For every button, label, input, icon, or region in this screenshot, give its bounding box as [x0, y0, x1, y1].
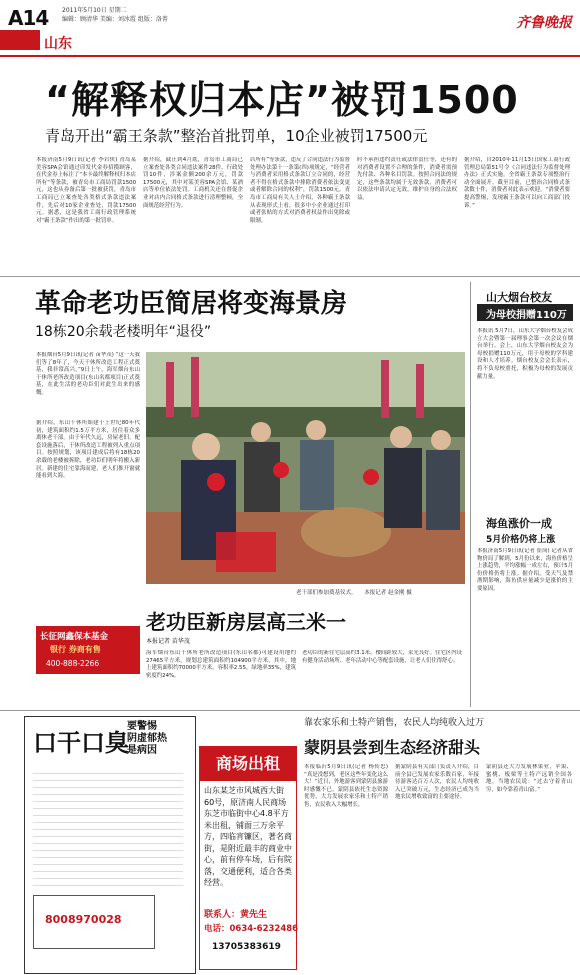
- divider-bottom: [0, 710, 580, 711]
- story3-headline: 老功臣新房层高三米一: [146, 610, 346, 634]
- story4-col3: 蒙阴县还大力发展林果业，苹果、蜜桃、板栗等土特产远销全国各地。当地农民说：“过去守着青山穷，如今靠着青山富。”: [486, 764, 572, 793]
- photo-credit: 本报记者 赵金刚 摄: [364, 590, 412, 596]
- store-ad-phone2: 13705383619: [212, 942, 281, 952]
- store-ad-text: 山东某芝市风城西大街60号，原济南人民商场东芝市临街中心4.8平方米出租，铺面三万余平方，四临宵镰区，著名商街，是附近最丰的商业中心，前有停车场，后有院落，交通便利，适合各类经营。: [204, 786, 292, 887]
- sidebar-headline3: 海鱼涨价一成: [486, 517, 552, 530]
- divider: [0, 276, 580, 277]
- groundbreaking-photo: [146, 352, 465, 584]
- story4-col1: 本报临沂5月9日讯(记者 杨传忠) “真是没想到，老区这些年变化这么大！”近日，外地游客到蒙阴县旅游时感慨不已。蒙阴县依托生态资源优势，大力发展农家乐和土特产销售，农民收入大幅增长。: [304, 764, 388, 808]
- page-number: A14: [8, 6, 49, 30]
- date-line: 2011年5月10日 星期二: [62, 7, 127, 14]
- story1-col1: 本报济南5月9日讯(记者 李岩侠) 青岛某美容SPA会馆通过印发代金券招揽顾客，在代金券上标注了“本卡最终解释权归本店所有”等条款，被青岛市工商局罚款1500元，这也从券备后第一批被获罚，青岛市工商局已立案查处各类格式条款违法案件，先后对10家企业查处，罚款17500元。据悉，这是我省工商行政管理系统对“霸王条款”作出的第一批罚单。: [36, 157, 136, 224]
- mouth-ad-text-block: [33, 767, 183, 887]
- store-rent-ad: [199, 746, 297, 970]
- sidebar-divider: [470, 282, 471, 707]
- mouth-ad-tags: [127, 721, 167, 757]
- sidebar-text2: 本报济南5月9日讯(记者 崔岗) 记者从省物价局了解到，5月份以来，海鱼价格呈上涨趋势，平均涨幅一成左右，预计5月份价格仍将上涨。据介绍，受天气及禁渔期影响，海鱼供应量减少是涨价的主要原因。: [477, 548, 573, 592]
- mouth-ad-phone: 8008970028: [45, 913, 122, 926]
- store-ad-contact: 联系人：黄先生: [204, 910, 268, 920]
- story2-subhead: 18栋20余载老楼明年“退役”: [35, 324, 212, 340]
- story1-subhead: 青岛开出“霸王条款”整治首批罚单，10企业被罚17500元: [45, 127, 428, 145]
- story1-col3: 店所有”等条款，违反了合同违法行为监督处理办法第十一条第(四)项规定，“经营者与消费者采用格式条款订立合同的，经营者不得在格式条款中排除消费者依法变更或者解除合同的权利”，罚款1500元。青岛市工商局有关人士介绍，各种霸王条款从表现形式上看，很多中小企业通过打印或者张贴的方式对消费者权益作出免除或限制。: [250, 157, 350, 224]
- mouth-ad-title: 口干口臭: [33, 729, 129, 757]
- store-ad-title: 商场出租: [200, 747, 296, 781]
- newspaper-logo: 齐鲁晚报: [516, 15, 572, 31]
- story4-kicker: 靠农家乐和土特产销售，农民人均纯收入过万: [304, 718, 485, 728]
- section-label: 山东: [44, 36, 72, 52]
- photo-illustration: [146, 352, 465, 584]
- sidebar-headline4: 5月价格仍将上涨: [486, 535, 556, 545]
- mouth-tag3: 是病因: [127, 745, 157, 756]
- story4-headline: 蒙阴县尝到生态经济甜头: [304, 738, 481, 757]
- store-ad-phone1: 电话：0634-6232486: [204, 924, 299, 934]
- page-meta: [62, 6, 168, 24]
- fund-ad-subtitle: 银行 券商有售: [50, 645, 101, 654]
- fund-ad-title: 长征网鑫保本基金: [40, 632, 109, 642]
- mouth-ad: [24, 716, 196, 974]
- story4-col2: 据蒙阴县有关部门负责人介绍，目前全县已发展农家乐数百家，年接待游客达百万人次，农民人均纯收入已突破万元，生态经济已成为当地农民增收致富的主要途径。: [395, 764, 479, 801]
- story1-col4: 时不承担违约责任或法律责任等，还有的对消费者设置不合理的条件，消费者需预先付款、各种名目罚款。按照合同法的规定，这些条款均属于无效条款，消费者可以依法申请认定无效，维护自身的合法权益。: [357, 157, 457, 201]
- mouth-tag2: 阴虚郁热: [127, 733, 167, 744]
- story1-col5: 据介绍，自2010年11月13日国家工商行政管理总局第51号令《合同违法行为监督处理办法》正式实施，全省霸王条款专项整治行动全面展开。截至目前，已整治合同格式条款数十件，消费者对此表示欢迎。“消费者要提高警惕，发现霸王条款可以向工商部门投诉。”: [464, 157, 570, 209]
- sidebar-headline1: 山大烟台校友: [486, 291, 552, 304]
- section-marker: [0, 30, 40, 50]
- photo-caption-text: 老干部们参加奠基仪式。: [296, 590, 357, 596]
- mouth-tag1: 要警惕: [127, 721, 157, 732]
- story1-headline: “解释权归本店”被罚1500: [45, 78, 519, 122]
- fund-ad: [36, 626, 140, 674]
- story3-byline: 本报记者 苗华茂: [146, 638, 190, 645]
- editor-line: 编辑：顾清华 美编：刘冰霞 组版：洛菁: [62, 16, 168, 23]
- story3-col2: 老功臣的新住宅层高约3.1米，楼间距较大，采光良好。住宅区内设有健身活动场所、老年活动中心等配套设施，让老人们住得舒心。: [302, 650, 462, 664]
- story2-col2: 据介绍，东山干休所始建于上世纪80年代初，建筑面积约1.5万平方米，居住着众多离休老干部。由于年代久远，房屋老旧，配套设施落后，干休所改造工程被列入重点项目。按照规划，该项目建成后将有18栋20余载的老楼被拆除，老功臣们明年将搬入新居。新建的住宅靠海而建，老人们推开窗就能看到大海。: [36, 420, 140, 480]
- story2-col1-text: 本报烟台5月9日讯(记者 苗华茂) “这一天我们等了8年了，今天干休所改造工程正式奠基，我非常高兴。”9日上午，海军烟台东山干休所老所改造项目(东山名都项目)正式奠基，在此生活的老功臣们对此生出来的感慨。: [36, 352, 140, 396]
- story3-col1: 海军烟台东山干休所老所改造项目(东山名都)可建设用地约27465平方米，规划总建筑面积约104900平方米，其中，地上建筑面积约70000平方米，容积率2.55，绿地率35%，建筑密度约24%。: [146, 650, 296, 679]
- sidebar-text1: 本报讯 5月7日，山东大学烟台校友会成立大会暨第一届理事会第一次会议在烟台举行。会上，山东大学烟台校友会为母校捐赠110万元，用于母校的学科建设和人才培养。烟台校友会会长表示，将不负母校重托，积极为母校的发展贡献力量。: [477, 328, 573, 380]
- header-rule: [0, 55, 580, 57]
- photo-caption: [296, 589, 412, 597]
- fund-ad-phone: 400-888-2266: [46, 659, 100, 668]
- story1-col2: 据介绍，截止到4月底，青岛市工商局已立案查处各类合同违法案件28件，行政处罚10件，涉案金额200余万元，罚款17500元，其中对某美容SPA会馆、某酒店等单位依法处罚。工商机关还在督促企业对店内合同格式条款进行清理整顿，全面规范经营行为。: [143, 157, 243, 209]
- masthead: [0, 0, 580, 56]
- story2-headline: 革命老功臣简居将变海景房: [35, 289, 348, 319]
- sidebar-headline2: 为母校捐赠110万: [486, 310, 567, 321]
